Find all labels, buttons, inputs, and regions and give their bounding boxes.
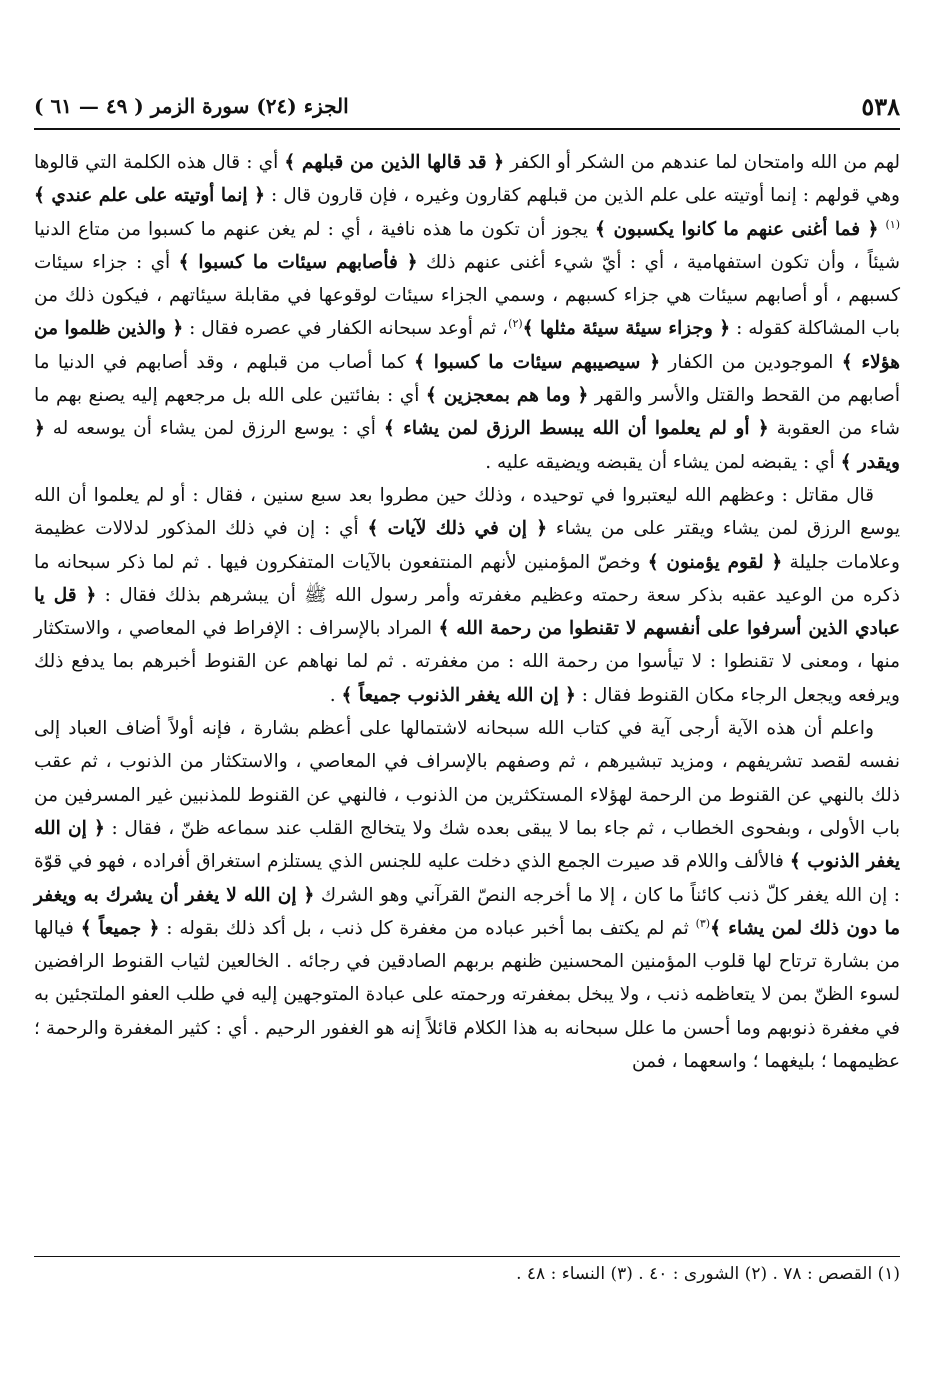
commentary-text: فيالها من بشارة ترتاح لها قلوب المؤمنين المحسنين ظنهم بربهم الصادقين في رجائه . الخالعين لثياب القنوط الرافضين لسوء الظنّ بمن لا يتعاظمه ذنب ، ولا يبخل بمغفرته ورحمته على عبادة المتوجهين إليه في طلب العفو الملتجئين به في مغفرة ذنوبهم وما أحسن ما علل سبحانه به هذا الكلام قائلاً إنه هو الغفور الرحيم . أي : كثير المغفرة والرحمة ؛ عظيمهما ؛ بليغهما ؛ واسعهما ، فمن [34,917,900,1073]
paragraph [34,712,900,1078]
commentary-text: أي : يقبضه لمن يشاء أن يقبضه ويضيقه عليه . [485,451,841,473]
commentary-text: يجوز أن تكون ما هذه نافية ، أي : لم يغن عنهم ما كسبوا من متاع الدنيا شيئاً ، وأن تكون استفهامية ، أي : أيّ شيء أغنى عنهم ذلك [34,218,900,273]
quran-quote: ﴿ فما أغنى عنهم ما كانوا يكسبون ﴾ [595,218,879,240]
paragraph [34,479,900,712]
quran-quote: ﴿ إن الله لا يغفر أن يشرك به ويغفر ما دون ذلك لمن يشاء ﴾ [34,884,901,939]
commentary-text: . [329,684,342,706]
commentary-text: كما أصاب من قبلهم ، وقد أصابهم في الدنيا ما أصابهم من القحط والقتل والأسر والقهر [34,351,901,407]
quran-quote: ﴿ فأصابهم سيئات ما كسبوا ﴾ [178,251,418,273]
commentary-text: أي : إن في ذلك المذكور لدلالات عظيمة وعلامات جليلة [34,518,900,573]
quran-quote: ﴿ لقوم يؤمنون ﴾ [647,551,783,573]
commentary-text: فالألف واللام قد صيرت الجمع الذي دخلت عليه للجنس الذي يستلزم استغراق أفراده ، فهو في قوّة : إن الله يغفر كلّ ذنب كائناً ما كان ، إلا ما أخرجه النصّ القرآني وهو الشرك [34,851,900,906]
commentary-text: أي : جزاء سيئات كسبهم ، أو أصابهم سيئات هي جزاء كسبهم ، وسمي الجزاء سيئات لوقوعها في مقابلة سيئاتهم ، فيكون ذلك من باب المشاكلة كقوله : [34,251,901,340]
book-page [34,88,900,1338]
quran-quote: ﴿ ويقدر ﴾ [34,418,900,473]
quran-quote: ﴿ إنما أوتيته على علم عندي ﴾ [34,185,265,207]
commentary-text: ، ثم أوعد سبحانه الكفار في عصره فقال : [183,318,509,340]
quran-quote: ﴿ والذين ظلموا من هؤلاء ﴾ [34,318,901,373]
quran-quote: ﴿ إن الله يغفر الذنوب جميعاً ﴾ [341,684,576,706]
footnote-marker: (٢) [508,317,523,331]
quran-quote: ﴿ إن في ذلك لآيات ﴾ [367,518,548,540]
body-text [34,146,900,1078]
commentary-text: أي : بفائتين على الله بل مرجعهم إليه يصنع بهم ما شاء من العقوبة [34,385,901,440]
footnotes: (١) القصص : ٧٨ . (٢) الشورى : ٤٠ . (٣) النساء : ٤٨ . [516,1264,900,1284]
quran-quote: ﴿ قل يا عبادي الذين أسرفوا على أنفسهم لا تقنطوا من رحمة الله ﴾ [34,584,900,640]
quran-quote: ﴿ وجزاء سيئة سيئة مثلها ﴾ [522,318,731,340]
commentary-text: قال مقاتل : وعظهم الله ليعتبروا في توحيده ، وذلك حين مطروا بعد سبع سنين ، فقال : أو لم يعلموا أن الله يوسع الرزق لمن يشاء ويقتر على من يشاء [34,484,900,540]
commentary-text: أي : قال هذه الكلمة التي قالوها وهي قولهم : إنما أوتيته على علم الذين من قبلهم كقارون وغيره ، فإن قارون قال : [34,152,900,207]
quran-quote: ﴿ سيصيبهم سيئات ما كسبوا ﴾ [414,351,661,373]
running-head: الجزء (٢٤) سورة الزمر ( ٤٩ — ٦١ ) [34,94,349,118]
commentary-text: الموجودين من الكفار [660,351,842,373]
commentary-text: لهم من الله وامتحان لما عندهم من الشكر أو الكفر [504,152,900,173]
page-header [34,88,900,130]
footnote-marker: (١) [885,217,900,231]
paragraph [34,146,900,479]
page-number: ٥٣٨ [861,92,900,121]
commentary-text: وخصّ المؤمنين لأنهم المنتفعون بالآيات المتفكرون فيها . ثم لما ذكر سبحانه ما ذكره من الوعيد عقبه بذكر سعة رحمته وعظيم مغفرته وأمر رسول الله ﷺ أن يبشرهم بذلك فقال : [34,551,900,606]
commentary-text: ثم لم يكتف بما أخبر عباده من مغفرة كل ذنب ، بل أكد ذلك بقوله : [159,917,696,939]
quran-quote: ﴿ جميعاً ﴾ [80,917,160,939]
commentary-text: واعلم أن هذه الآية أرجى آية في كتاب الله سبحانه لاشتمالها على أعظم بشارة ، فإنه أولاً أضاف العباد إلى نفسه لقصد تشريفهم ، ومزيد تبشيرهم ، ثم وصفهم بالإسراف في المعاصي ، والاستكثار من الذنوب ، ثم عقب ذلك بالنهي عن القنوط من الرحمة لهؤلاء المستكثرين من الذنوب ، فالنهي عن القنوط للمذنبين غير المسرفين من باب الأولى ، وبفحوى الخطاب ، ثم جاء بما لا يبقى بعده شك ولا يتخالج القلب عند سماعه ظنّ ، فقال : [34,718,900,839]
commentary-text: أي : يوسع الرزق لمن يشاء أن يوسعه له [44,418,384,440]
footnote-rule [34,1256,900,1257]
quran-quote: ﴿ وما هم بمعجزين ﴾ [425,385,589,407]
quran-quote: ﴿ قد قالها الذين من قبلهم ﴾ [284,152,505,173]
commentary-text: المراد بالإسراف : الإفراط في المعاصي ، والاستكثار منها ، ومعنى لا تقنطوا : لا تيأسوا من رحمة الله : من مغفرته . ثم لما نهاهم عن القنوط أخبرهم بما يدفع ذلك ويرفعه ويجعل الرجاء مكان القنوط فقال : [34,618,900,706]
quran-quote: ﴿ أو لم يعلموا أن الله يبسط الرزق لمن يشاء ﴾ [383,418,769,440]
quran-quote: ﴿ إن الله يغفر الذنوب ﴾ [34,817,900,873]
footnote-marker: (٣) [695,916,711,930]
